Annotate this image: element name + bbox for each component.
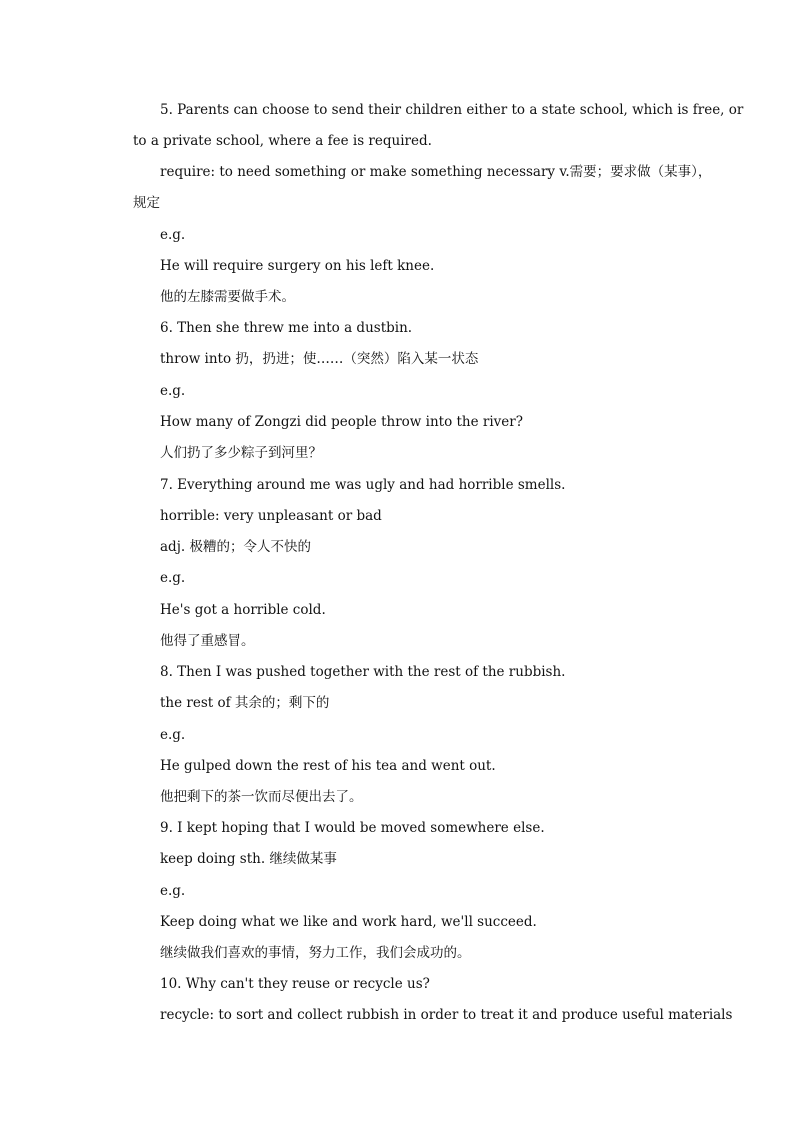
item-5-example: He will require surgery on his left knee. <box>160 258 435 274</box>
item-7-part-of-speech: adj. 极糟的；令人不快的 <box>160 539 311 555</box>
item-9-definition: keep doing sth. 继续做某事 <box>160 851 337 867</box>
item-5-definition: require: to need something or make something necessary v.需要；要求做（某事）， <box>160 164 712 180</box>
item-7-example: He's got a horrible cold. <box>160 602 326 618</box>
item-8-definition: the rest of 其余的；剩下的 <box>160 695 330 711</box>
item-8-example: He gulped down the rest of his tea and went out. <box>160 758 496 774</box>
item-8-translation: 他把剩下的茶一饮而尽便出去了。 <box>160 789 363 805</box>
item-9-sentence: 9. I kept hoping that I would be moved somewhere else. <box>160 820 545 836</box>
item-7-sentence: 7. Everything around me was ugly and had horrible smells. <box>160 477 566 493</box>
item-10-sentence: 10. Why can't they reuse or recycle us? <box>160 976 430 992</box>
item-5-sentence: 5. Parents can choose to send their children either to a state school, which is free, or <box>160 102 744 118</box>
item-5-sentence-continued: to a private school, where a fee is required. <box>133 133 432 149</box>
item-9-example-label: e.g. <box>160 883 186 899</box>
item-7-translation: 他得了重感冒。 <box>160 633 255 649</box>
item-7-example-label: e.g. <box>160 570 186 586</box>
item-8-example-label: e.g. <box>160 727 186 743</box>
item-5-example-label: e.g. <box>160 227 186 243</box>
item-7-definition: horrible: very unpleasant or bad <box>160 508 382 524</box>
item-6-definition: throw into 扔，扔进；使……（突然）陷入某一状态 <box>160 351 479 367</box>
item-9-example: Keep doing what we like and work hard, we'll succeed. <box>160 914 537 930</box>
item-6-example: How many of Zongzi did people throw into the river? <box>160 414 523 430</box>
item-8-sentence: 8. Then I was pushed together with the rest of the rubbish. <box>160 664 566 680</box>
item-10-definition: recycle: to sort and collect rubbish in order to treat it and produce useful materials <box>160 1007 733 1023</box>
item-9-translation: 继续做我们喜欢的事情，努力工作，我们会成功的。 <box>160 945 471 961</box>
item-5-definition-continued: 规定 <box>133 195 160 211</box>
item-5-translation: 他的左膝需要做手术。 <box>160 289 295 305</box>
item-6-sentence: 6. Then she threw me into a dustbin. <box>160 320 413 336</box>
item-6-translation: 人们扔了多少粽子到河里？ <box>160 445 322 461</box>
item-6-example-label: e.g. <box>160 383 186 399</box>
